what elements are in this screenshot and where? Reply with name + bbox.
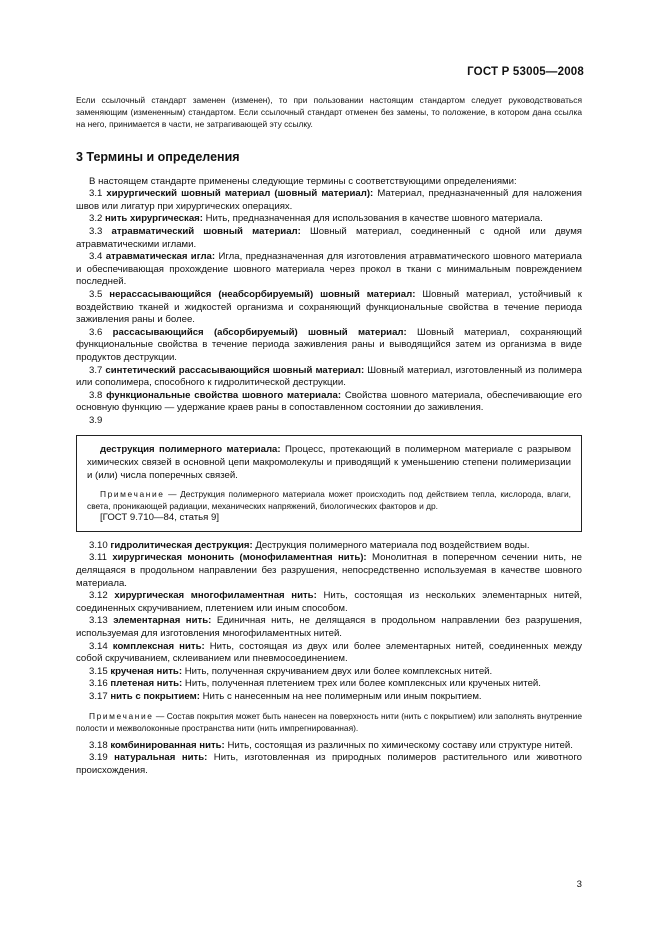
terms-list-b	[76, 540, 582, 704]
term-name: атравматическая игла:	[105, 251, 216, 263]
term-definition: Шовный материал, устойчивый к воздействию тканей и жидкостей организма и сохраняющий функциональные свойства в течение периода заживления раны и более.	[76, 288, 582, 326]
term-number: 3.15	[89, 665, 108, 677]
term-definition: Нить, состоящая из различных по химическому составу или структуре нитей.	[227, 739, 573, 751]
term-entry	[76, 666, 582, 679]
page-content	[76, 94, 582, 777]
term-name: хирургическая многофиламентная нить:	[114, 590, 317, 602]
term-number: 3.5	[89, 288, 103, 300]
page-number: 3	[576, 879, 582, 890]
term-number: 3.7	[89, 364, 103, 376]
term-entry	[76, 213, 582, 226]
term-entry	[76, 226, 582, 251]
term-name: синтетический рассасывающийся шовный материал:	[105, 364, 365, 376]
intro-paragraph: Если ссылочный стандарт заменен (изменен), то при пользовании настоящим стандартом следует руководствоваться заменяющим (измененным) стандартом. Если ссылочный стандарт отменен без замены, то положение, в котором дана ссылка на него, принимается в части, не затрагивающей эту ссылку.	[76, 95, 582, 129]
term-entry	[76, 691, 582, 704]
term-number: 3.3	[89, 225, 103, 237]
term-entry	[76, 390, 582, 415]
term-entry	[76, 188, 582, 213]
terms-list-a	[76, 188, 582, 415]
term-name: деструкция полимерного материала:	[100, 444, 281, 456]
term-number: 3.1	[89, 188, 103, 200]
term-number: 3.4	[89, 251, 103, 263]
note-block	[76, 710, 582, 734]
term-definition: Деструкция полимерного материала под воздействием воды.	[255, 539, 530, 551]
term-number: 3.9	[89, 414, 103, 426]
term-name: атравматический шовный материал:	[111, 225, 301, 237]
term-definition: Нить, полученная плетением трех или более комплексных или крученых нитей.	[184, 678, 541, 690]
term-definition: Нить, состоящая из нескольких элементарных нитей, соединенных скручиванием, плетением или иным способом.	[76, 590, 582, 614]
term-name: плетеная нить:	[110, 678, 183, 690]
term-entry	[76, 540, 582, 553]
term-number: 3.12	[89, 590, 108, 602]
term-number: 3.17	[89, 690, 108, 702]
term-number: 3.10	[89, 539, 108, 551]
term-definition: Свойства шовного материала, обеспечивающие его основную функцию — удержание краев раны в сопоставленном состоянии до заживления.	[76, 389, 582, 414]
term-definition: Материал, предназначенный для наложения швов или лигатур при хирургических операциях.	[76, 188, 583, 212]
term-name: комбинированная нить:	[110, 739, 225, 751]
term-number: 3.8	[89, 389, 103, 401]
term-definition: Шовный материал, сохраняющий функциональные свойства в течение периода заживления раны и выводящийся затем из организма в виде продуктов деструкции.	[76, 326, 582, 363]
term-entry	[76, 327, 582, 365]
term-name: нить хирургическая:	[105, 213, 203, 225]
term-entry	[76, 289, 582, 327]
term-name: натуральная нить:	[114, 752, 208, 764]
term-number: 3.18	[89, 739, 108, 751]
term-definition: Игла, предназначенная для изготовления атравматического шовного материала и обеспечивающая прохождение шовного материала через прокол в ткани с минимальным повреждением последней.	[76, 251, 582, 288]
term-name: комплексная нить:	[112, 640, 205, 652]
note-label: Примечание	[89, 710, 154, 721]
term-name: гидролитическая деструкция:	[110, 539, 253, 551]
term-entry	[76, 590, 582, 615]
term-name: элементарная нить:	[113, 615, 212, 627]
term-name: функциональные свойства шовного материала:	[106, 389, 342, 401]
note-text: — Деструкция полимерного материала может происходить под действием тепла, кислорода, влаги, света, проникающей радиации, механических напряжений, биологических факторов и др.	[87, 489, 571, 512]
term-name: крученая нить:	[110, 665, 183, 677]
term-definition: Нить, предназначенная для использования в качестве шовного материала.	[205, 213, 543, 225]
term-number: 3.14	[89, 640, 108, 652]
term-definition: Шовный материал, изготовленный из полимера или сополимера, способного к гидролитической деструкции.	[76, 364, 582, 389]
term-name: нить с покрытием:	[110, 690, 200, 702]
term-name: хирургический шовный материал (шовный материал):	[106, 188, 374, 200]
term-entry	[76, 641, 582, 666]
term-definition: Монолитная в поперечном сечении нить, не делящаяся в продольном направлении без разрушения, непосредственно используемая в качестве шовного материала.	[76, 552, 582, 589]
term-definition: Нить с нанесенным на нее полимерным или иным покрытием.	[202, 690, 482, 702]
term-entry	[76, 740, 582, 753]
term-number: 3.6	[89, 326, 103, 338]
term-entry	[87, 444, 571, 482]
term-note	[87, 488, 571, 512]
terms-list-c	[76, 740, 582, 778]
term-number: 3.13	[89, 615, 108, 627]
term-entry	[76, 615, 582, 640]
section-title: 3 Термины и определения	[76, 150, 240, 164]
note-label: Примечание	[100, 489, 165, 500]
term-definition: Единичная нить, не делящаяся в продольном направлении без разрушения, используемая для изготовления многофиламентных нитей.	[76, 615, 582, 639]
section-lead: В настоящем стандарте применены следующие термины с соответствующими определениями:	[89, 175, 517, 187]
term-definition: Нить, изготовленная из природных полимеров растительного или животного происхождения.	[76, 752, 582, 776]
term-number: 3.19	[89, 752, 108, 764]
term-name: хирургическая мононить (монофиламентная нить):	[112, 552, 367, 564]
term-entry	[76, 752, 582, 777]
document-id: ГОСТ Р 53005—2008	[467, 66, 584, 78]
term-entry	[76, 251, 582, 289]
term-reference: [ГОСТ 9.710—84, статья 9]	[100, 512, 219, 524]
term-box	[76, 435, 582, 531]
term-number: 3.16	[89, 678, 108, 690]
term-entry	[76, 552, 582, 590]
term-name: рассасывающийся (абсорбируемый) шовный материал:	[112, 326, 407, 338]
term-definition: Нить, состоящая из двух или более элементарных нитей, соединенных между собой скручиванием, склеиванием или пневмосоединением.	[76, 640, 583, 665]
term-name: нерассасывающийся (неабсорбируемый) шовный материал:	[109, 288, 416, 300]
term-number: 3.2	[89, 213, 103, 225]
term-number: 3.11	[89, 552, 107, 564]
term-entry	[76, 365, 582, 390]
term-definition: Процесс, протекающий в полимерном материале с разрывом химических связей в основной цепи макромолекулы и приводящий к уменьшению степени полимеризации и (или) числа поперечных связей.	[87, 444, 571, 481]
note-text: — Состав покрытия может быть нанесен на поверхность нити (нить с покрытием) или заполнять внутренние полости и межволоконные пространства нити (нить импрегнированная).	[76, 710, 583, 733]
term-definition: Нить, полученная скручиванием двух или более комплексных нитей.	[184, 665, 493, 677]
term-definition: Шовный материал, соединенный с одной или двумя атравматическими иглами.	[76, 225, 582, 250]
term-entry	[76, 678, 582, 691]
